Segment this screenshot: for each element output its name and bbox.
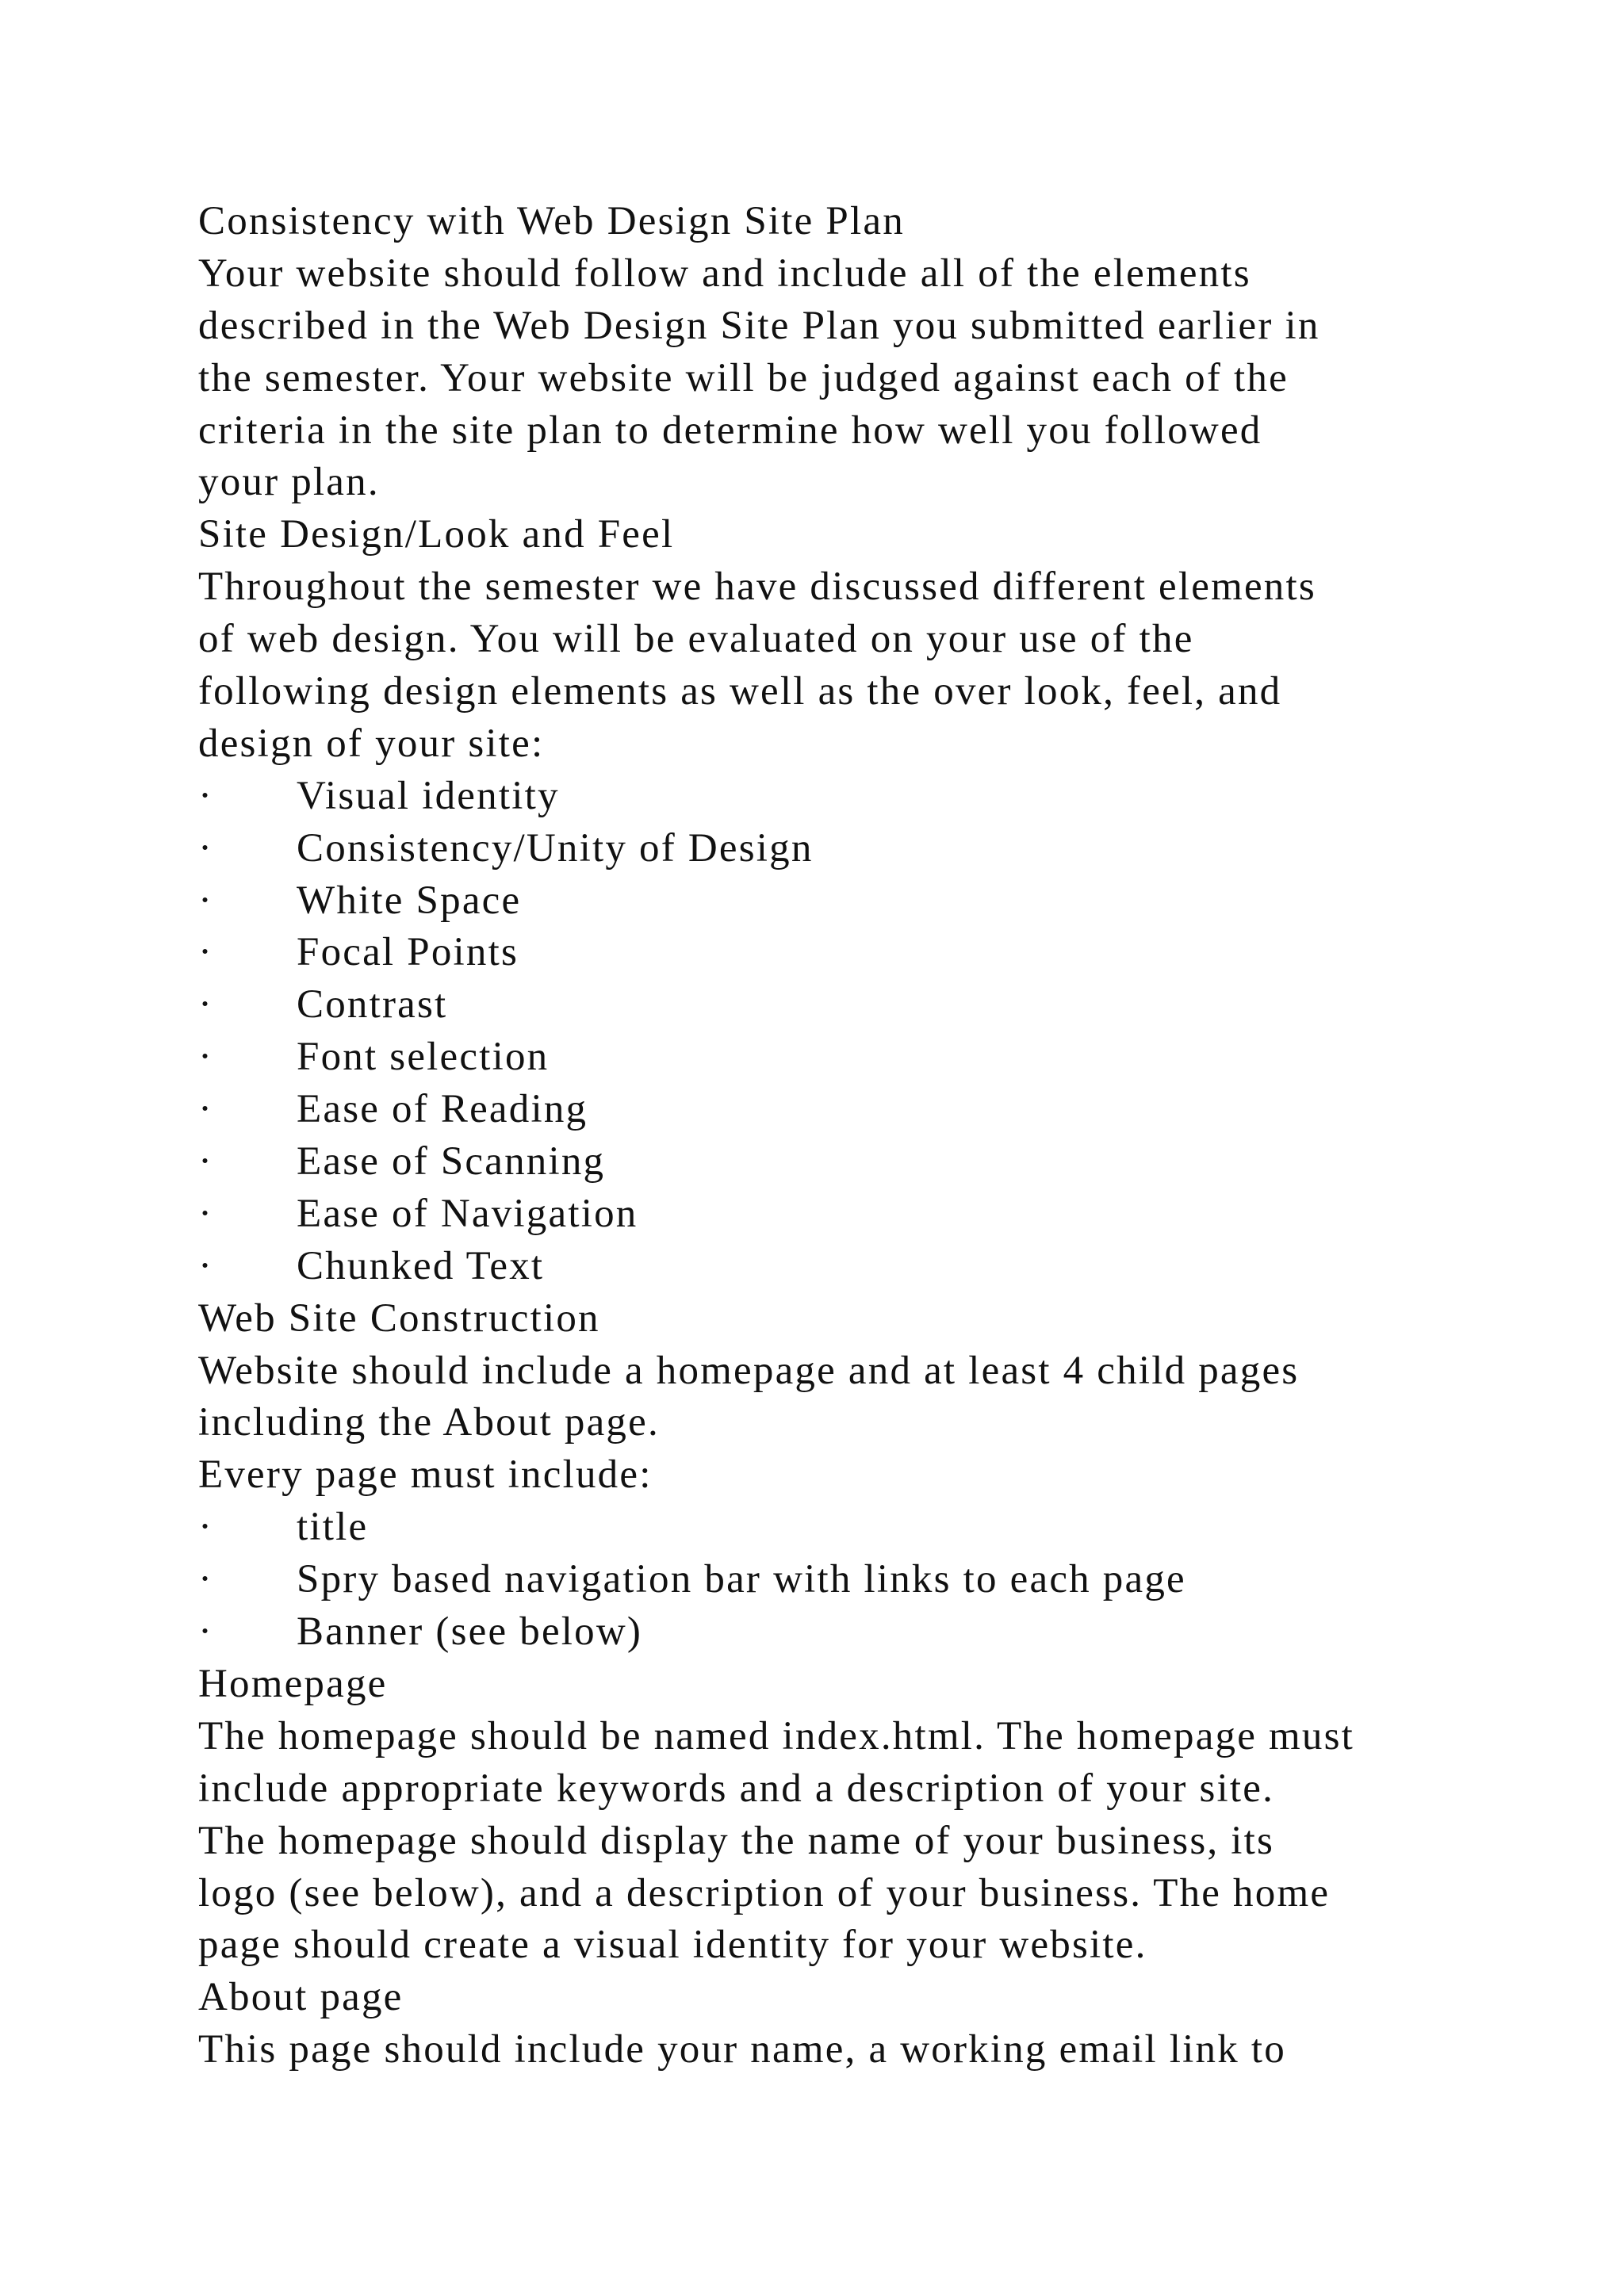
bullet-marker: ·: [198, 1087, 214, 1132]
bullet-text: Banner (see below): [297, 1609, 643, 1655]
bullet-text: title: [297, 1505, 369, 1550]
text-line: of web design. You will be evaluated on your use of the: [198, 617, 1194, 662]
text-line: page should create a visual identity for your website.: [198, 1923, 1147, 1968]
bullet-list-item: [198, 771, 1546, 823]
text-line: the semester. Your website will be judged against each of the: [198, 355, 1289, 400]
text-line: Homepage: [198, 1661, 388, 1706]
bullet-marker: ·: [198, 825, 214, 871]
bullet-text: Consistency/Unity of Design: [297, 825, 814, 871]
text-line: The homepage should be named index.html. The homepage must: [198, 1713, 1355, 1758]
bullet-text: Ease of Scanning: [297, 1139, 606, 1184]
text-line: Consistency with Web Design Site Plan: [198, 199, 905, 243]
bullet-list-item: [198, 1606, 1546, 1659]
text-line: The homepage should display the name of your business, its: [198, 1818, 1275, 1863]
bullet-marker: ·: [198, 1505, 214, 1550]
bullet-text: Ease of Navigation: [297, 1191, 638, 1236]
text-line: logo (see below), and a description of your business. The home: [198, 1870, 1331, 1915]
text-line: your plan.: [198, 460, 380, 505]
bullet-list-item: [198, 1084, 1546, 1136]
document-body: [198, 196, 1546, 2076]
bullet-marker: ·: [198, 1243, 214, 1288]
bullet-marker: ·: [198, 773, 214, 818]
text-line: Website should include a homepage and at least 4 child pages: [198, 1348, 1300, 1393]
bullet-marker: ·: [198, 982, 214, 1027]
bullet-text: Focal Points: [297, 930, 519, 975]
bullet-text: Ease of Reading: [297, 1087, 588, 1132]
bullet-marker: ·: [198, 1191, 214, 1236]
text-line: Site Design/Look and Feel: [198, 512, 675, 557]
text-line: About page: [198, 1975, 404, 2020]
text-line: following design elements as well as the over look, feel, and: [198, 669, 1282, 714]
text-line: This page should include your name, a working email link to: [198, 2027, 1286, 2072]
text-line: described in the Web Design Site Plan you submitted earlier in: [198, 303, 1320, 348]
text-line: Web Site Construction: [198, 1295, 600, 1341]
bullet-list-item: [198, 979, 1546, 1031]
bullet-list-item: [198, 1554, 1546, 1606]
text-line: include appropriate keywords and a description of your site.: [198, 1766, 1275, 1811]
bullet-list-item: [198, 927, 1546, 979]
text-line: design of your site:: [198, 721, 545, 766]
bullet-marker: ·: [198, 1139, 214, 1184]
bullet-text: Visual identity: [297, 773, 560, 818]
bullet-list-item: [198, 1241, 1546, 1293]
bullet-marker: ·: [198, 1035, 214, 1080]
bullet-list-item: [198, 1031, 1546, 1084]
bullet-list-item: [198, 1136, 1546, 1188]
bullet-marker: ·: [198, 1609, 214, 1655]
text-line: Your website should follow and include all of the elements: [198, 251, 1251, 296]
bullet-list-item: [198, 1188, 1546, 1241]
bullet-text: White Space: [297, 878, 522, 923]
bullet-list-item: [198, 823, 1546, 875]
bullet-marker: ·: [198, 1557, 214, 1602]
bullet-list-item: [198, 1502, 1546, 1554]
text-line: Throughout the semester we have discussed different elements: [198, 564, 1316, 610]
text-line: Every page must include:: [198, 1452, 653, 1498]
text-line: criteria in the site plan to determine how well you followed: [198, 408, 1262, 453]
bullet-text: Chunked Text: [297, 1243, 545, 1288]
bullet-marker: ·: [198, 878, 214, 923]
bullet-marker: ·: [198, 930, 214, 975]
bullet-list-item: [198, 875, 1546, 928]
bullet-text: Font selection: [297, 1035, 550, 1080]
bullet-text: Spry based navigation bar with links to each page: [297, 1557, 1186, 1602]
text-line: including the About page.: [198, 1400, 660, 1445]
bullet-text: Contrast: [297, 982, 448, 1027]
